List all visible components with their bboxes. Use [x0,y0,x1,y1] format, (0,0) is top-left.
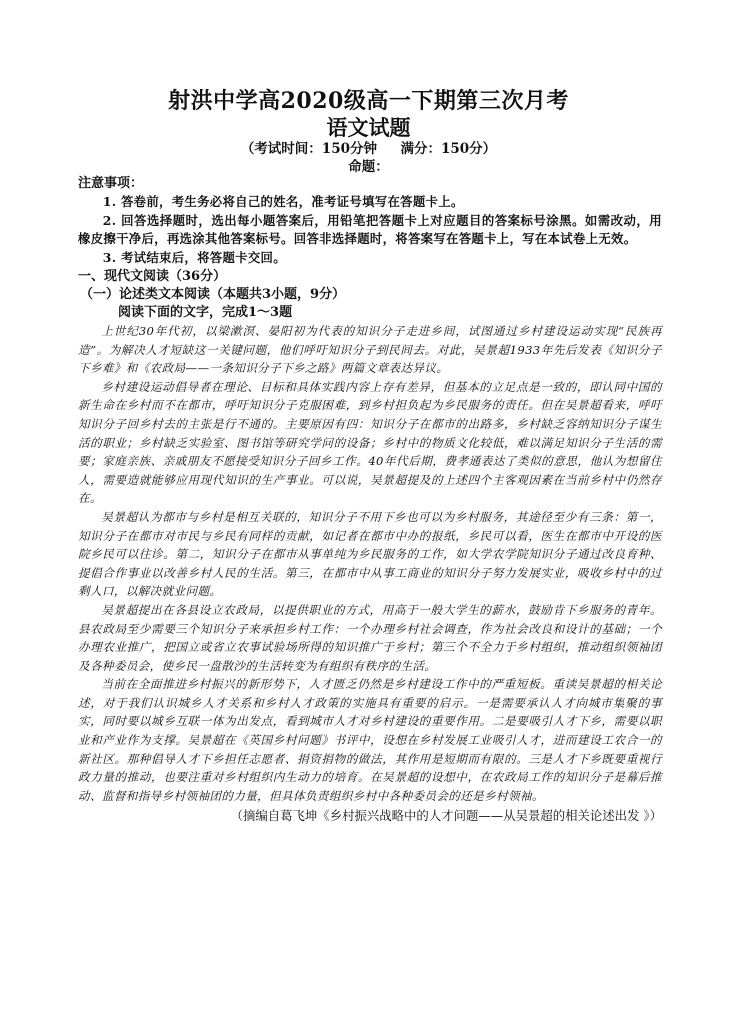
notice-heading: 注意事项： [78,176,144,191]
reading-instruction: 阅读下面的文字，完成1～3题 [118,305,293,320]
exam-title: 射洪中学高2020级高一下期第三次月考 [168,88,569,114]
passage-source: （摘编自葛飞坤《乡村振兴战略中的人才问题——从吴景超的相关论述出发 》） [230,808,662,824]
exam-body [78,174,662,825]
passage-paragraph: 乡村建设运动倡导者在理论、目标和具体实践内容上存有差异，但基本的立足点是一致的，即认同中国的新生命在乡村而不在都市，呼吁知识分子克服困难，到乡村担负起为乡民服务的责任。但在吴景超看来，呼吁知识分子回乡村去的主张是行不通的。主要原因有四：知识分子在都市的出路多，乡村缺乏容纳知识分子谋生活的职业；乡村缺乏实验室、图书馆等研究学问的设备；乡村中的物质文化较低，难以满足知识分子生活的需要；家庭亲族、亲戚朋友不愿接受知识分子回乡工作。40年代后期，费孝通表达了类似的意思，他认为想留住人，需要造就能够应用现代知识的生产事业。可以说，吴景超提及的上述四个主客观因素在当前乡村中仍然存在。 [78,379,662,506]
author-line: 命题： [348,159,389,175]
reading-passage [78,322,662,805]
notice-item: 2. 回答选择题时，选出每小题答案后，用铅笔把答题卡上对应题目的答案标号涂黑。如需改动，用橡皮擦干净后，再选涂其他答案标号。回答非选择题时，将答案写在答题卡上，写在本试卷上无效。 [78,212,662,246]
notice-list [78,193,662,267]
passage-paragraph: 当前在全面推进乡村振兴的新形势下，人才匮乏仍然是乡村建设工作中的严重短板。重读吴景超的相关论述，对于我们认识城乡人才关系和乡村人才政策的实施具有重要的启示。一是需要承认人才向城市集聚的事实，同时要以城乡互联一体为出发点，看到城市人才对乡村建设的重要作用。二是要吸引人才下乡，需要以职业和产业作为支撑。吴景超在《英国乡村问题》书评中，设想在乡村发展工业吸引人才，进而建设工农合一的新社区。那种倡导人才下乡担任志愿者、捐资捐物的做法，其作用是短期而有限的。三是人才下乡既要重视行政力量的推动，也要注重对乡村组织内生动力的培育。在吴景超的设想中，在农政局工作的知识分子是幕后推动、监督和指导乡村领袖团的力量，但具体负责组织乡村中各种委员会的还是乡村领袖。 [78,677,662,803]
subsection-heading: （一）论述类文本阅读（本题共3小题，9分） [80,287,346,302]
passage-paragraph: 吴景超提出在各县设立农政局，以提供职业的方式，用高于一般大学生的薪水，鼓励肯下乡服务的青年。县农政局至少需要三个知识分子来承担乡村工作：一个办理乡村社会调查，作为社会改良和设计的基础；一个办理农业推广，把国立或省立农事试验场所得的知识推广于乡村；第三个不全力于乡村组织，推动组织领袖团及各种委员会，使乡民一盘散沙的生活转变为有组织有秩序的生活。 [78,602,662,673]
passage-paragraph: 吴景超认为都市与乡村是相互关联的，知识分子不用下乡也可以为乡村服务，其途径至少有三条：第一，知识分子在都市对市民与乡民有同样的贡献，如记者在都市中办的报纸，乡民可以看，医生在都市中开设的医院乡民可以往诊。第二，知识分子在都市从事单纯为乡民服务的工作，如大学农学院知识分子通过改良育种、提倡合作事业以改善乡村人民的生活。第三，在都市中从事工商业的知识分子努力发展实业，吸收乡村中的过剩人口，以解决就业问题。 [78,509,662,599]
notice-item: 1. 答卷前，考生务必将自己的姓名，准考证号填写在答题卡上。 [102,194,464,209]
exam-subtitle: 语文试题 [326,115,411,140]
section-heading: 一、现代文阅读（36分） [78,269,227,284]
passage-paragraph: 上世纪30年代初，以梁漱溟、晏阳初为代表的知识分子走进乡间，试图通过乡村建设运动实现“民族再造”。为解决人才短缺这一关键问题，他们呼吁知识分子到民间去。对此，吴景超1933年先后发表《知识分子下乡难》和《农政局——一条知识分子下乡之路》两篇文章表达异议。 [78,324,662,376]
notice-item: 3. 考试结束后，将答题卡交回。 [102,249,286,265]
exam-info: （考试时间：150分钟 满分：150分） [240,141,497,157]
